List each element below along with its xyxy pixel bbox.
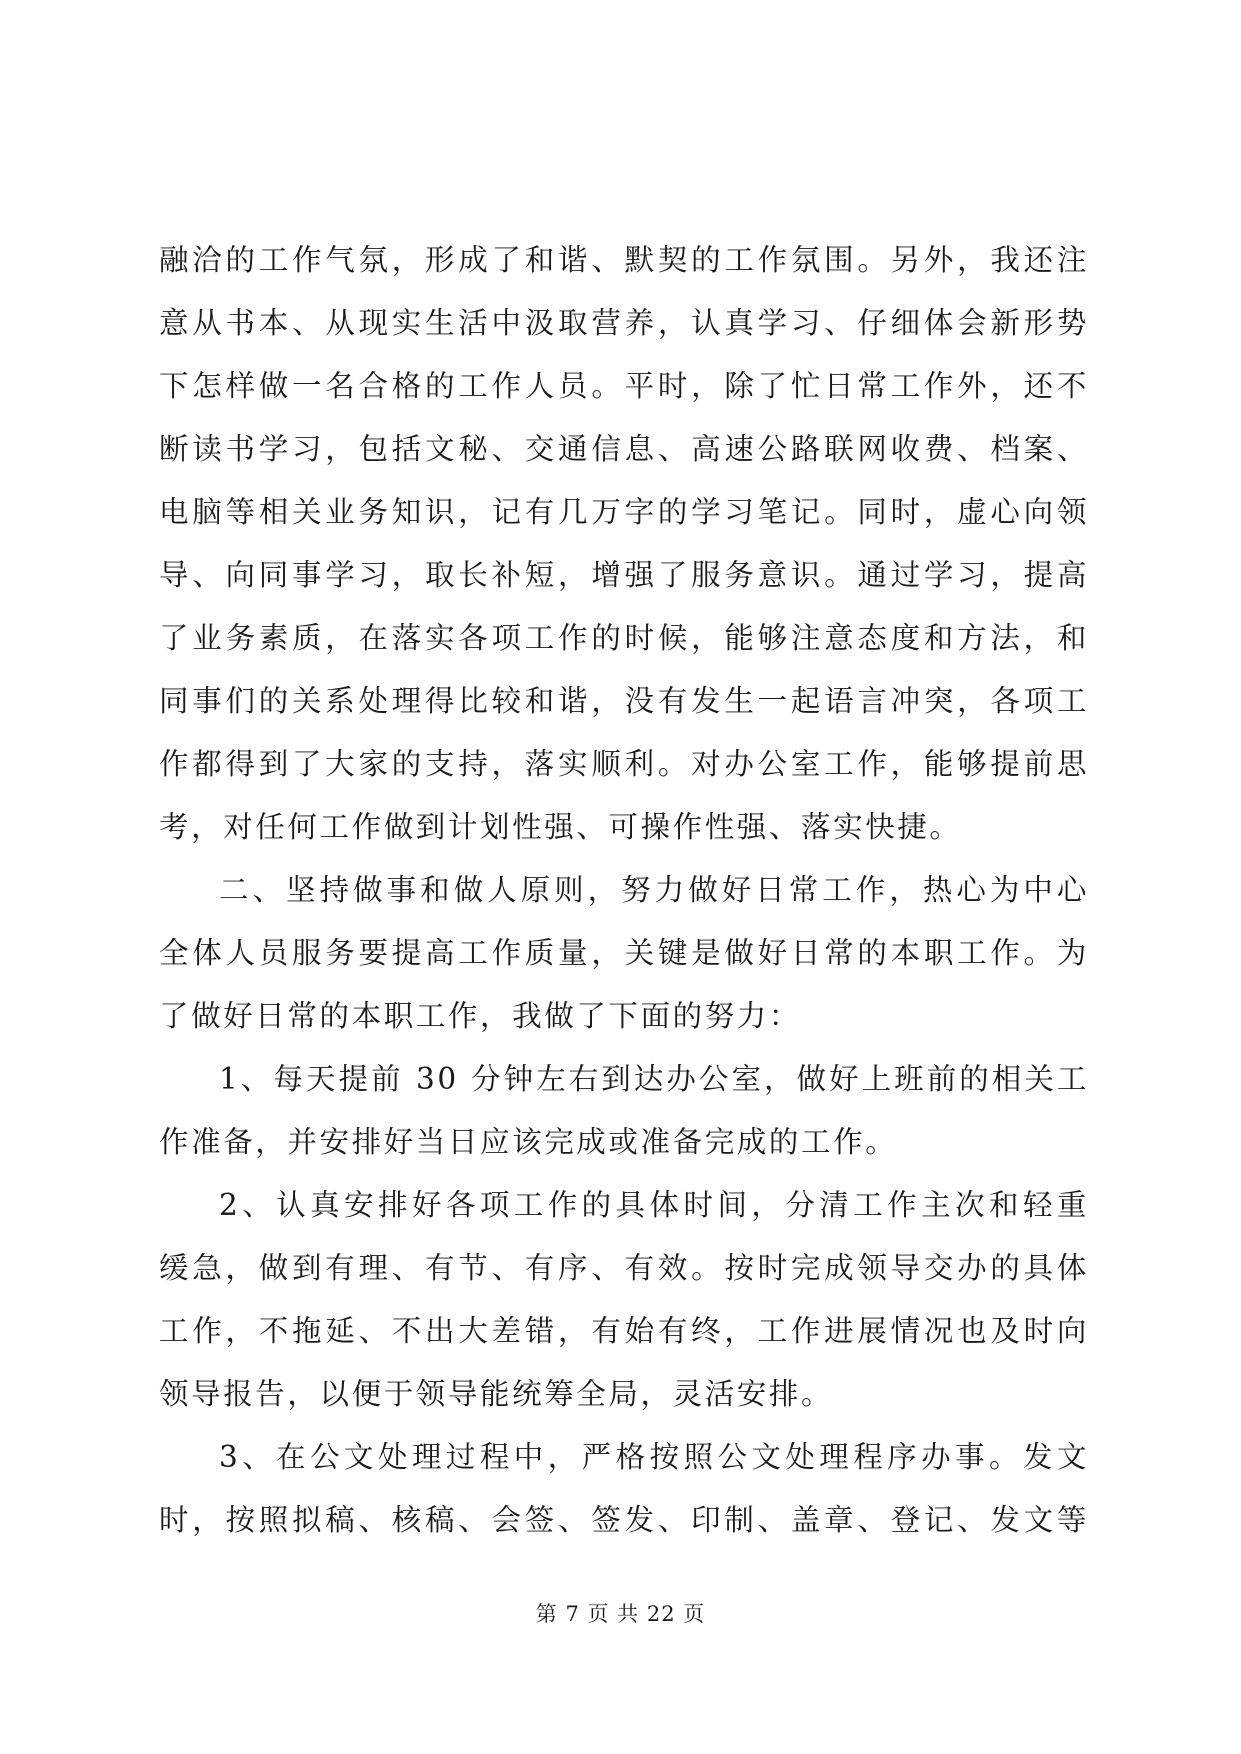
text-line: 了业务素质，在落实各项工作的时候，能够注意态度和方法，和 <box>159 621 1089 655</box>
text-line: 领导报告，以便于领导能统筹全局，灵活安排。 <box>159 1377 834 1411</box>
list-item-line: 2、认真安排好各项工作的具体时间，分清工作主次和轻重 <box>219 1188 1089 1222</box>
text-line: 电脑等相关业务知识，记有几万字的学习笔记。同时，虚心向领 <box>159 495 1089 529</box>
text-line: 了做好日常的本职工作，我做了下面的努力： <box>159 999 802 1033</box>
page-footer: 第 7 页 共 22 页 <box>535 1602 706 1626</box>
text-line: 融洽的工作气氛，形成了和谐、默契的工作氛围。另外，我还注 <box>159 243 1089 277</box>
text-line: 工作，不拖延、不出大差错，有始有终，工作进展情况也及时向 <box>159 1314 1089 1348</box>
text-line: 全体人员服务要提高工作质量，关键是做好日常的本职工作。为 <box>159 936 1089 970</box>
text-line: 断读书学习，包括文秘、交通信息、高速公路联网收费、档案、 <box>159 432 1089 466</box>
body-text <box>159 229 1089 1552</box>
text-line: 下怎样做一名合格的工作人员。平时，除了忙日常工作外，还不 <box>159 369 1089 403</box>
text-line: 导、向同事学习，取长补短，增强了服务意识。通过学习，提高 <box>159 558 1089 592</box>
text-line: 意从书本、从现实生活中汲取营养，认真学习、仔细体会新形势 <box>159 306 1089 340</box>
text-line: 考，对任何工作做到计划性强、可操作性强、落实快捷。 <box>159 810 962 844</box>
list-item-line: 1、每天提前 30 分钟左右到达办公室，做好上班前的相关工 <box>219 1062 1089 1096</box>
text-line: 缓急，做到有理、有节、有序、有效。按时完成领导交办的具体 <box>159 1251 1089 1285</box>
section-heading-line: 二、坚持做事和做人原则，努力做好日常工作，热心为中心 <box>219 873 1089 907</box>
list-item-line: 3、在公文处理过程中，严格按照公文处理程序办事。发文 <box>219 1440 1089 1474</box>
text-line: 作都得到了大家的支持，落实顺利。对办公室工作，能够提前思 <box>159 747 1089 781</box>
text-line: 时，按照拟稿、核稿、会签、签发、印制、盖章、登记、发文等 <box>159 1503 1089 1537</box>
text-line: 同事们的关系处理得比较和谐，没有发生一起语言冲突，各项工 <box>159 684 1089 718</box>
text-line: 作准备，并安排好当日应该完成或准备完成的工作。 <box>159 1125 898 1159</box>
